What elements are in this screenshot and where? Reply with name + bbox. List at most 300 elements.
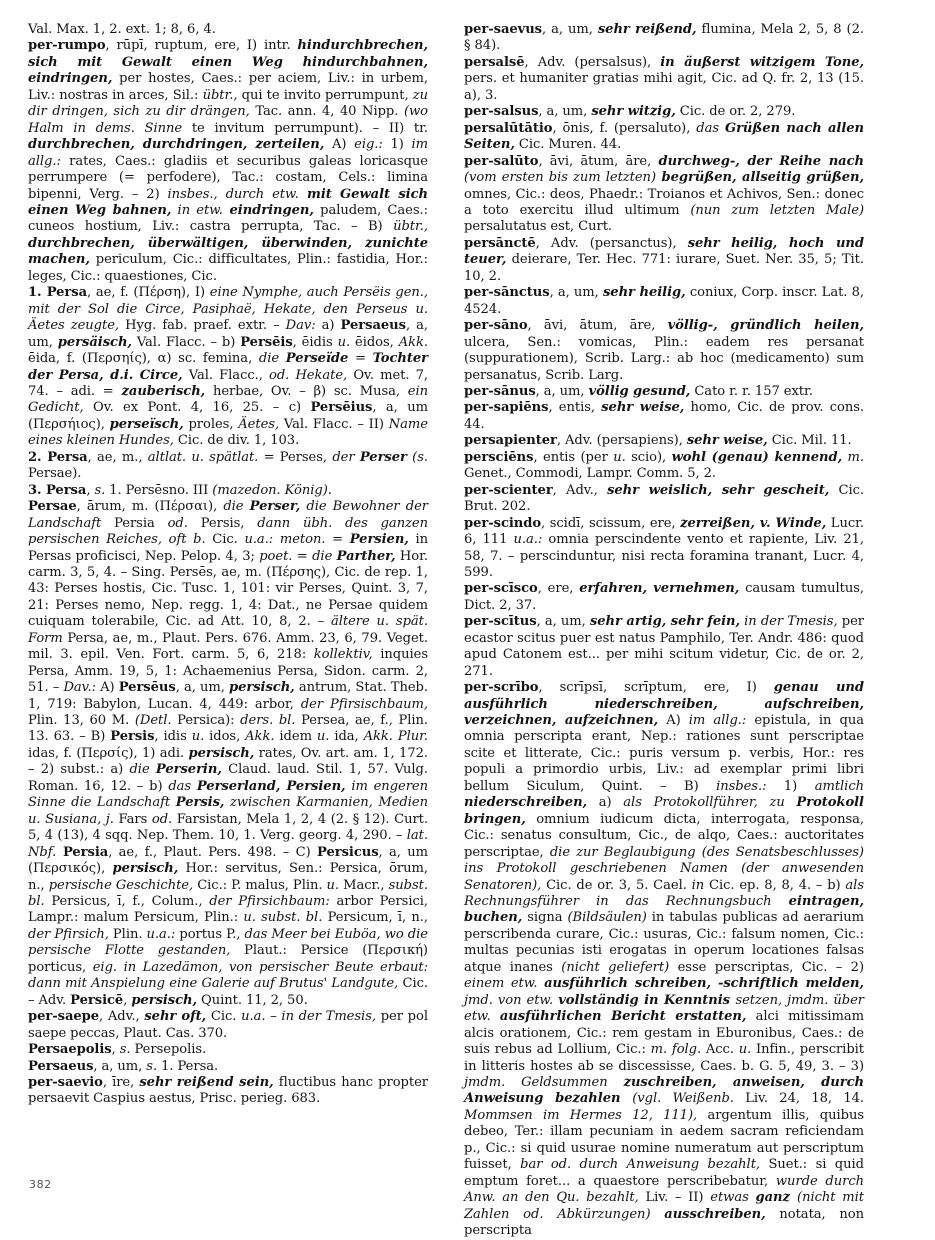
entry-text: Tac. ann. 4, 40 Nipp. — [249, 104, 404, 120]
entry-text: u. — [738, 1042, 752, 1058]
entry-text: u.a. – in der Tmesis, — [241, 1009, 376, 1025]
dictionary-entry — [28, 285, 428, 450]
dictionary-entry — [464, 400, 864, 433]
entry-text: Mommsen im Hermes 12, 111), — [464, 1107, 698, 1123]
entry-text: , ōnis, f. (persaluto), — [552, 120, 697, 136]
entry-text: per ecastor scitus puer est natus Pamphilo, Ter. Andr. 486: quod apud Catonem est... per mihi scitum videtur, Cic. de or. 2, 271. — [464, 614, 864, 679]
entry-headword: per-scīsco — [464, 581, 538, 597]
entry-text: m. folg. — [650, 1042, 702, 1058]
entry-text: insbes., durch etw. — [167, 186, 299, 202]
entry-text: der Pfirsichbaum: — [209, 894, 330, 910]
entry-text: als Protokollführer, zu — [623, 795, 797, 811]
dictionary-entry — [464, 22, 864, 55]
entry-text: per pol saepe peccas, Plaut. Cas. 370. — [28, 1009, 428, 1041]
entry-text: u. — [613, 449, 626, 465]
dictionary-entry — [464, 121, 864, 154]
entry-headword: 2. Persa — [28, 449, 88, 465]
entry-text: persische Geschichte, — [48, 877, 194, 893]
entry-text: Persis, — [187, 515, 258, 531]
right-column — [464, 22, 864, 1240]
entry-headword: persānctē — [464, 235, 536, 251]
dictionary-entry — [28, 1042, 428, 1058]
entry-text: , rūpī, ruptum, ere, I) intr. — [105, 38, 298, 54]
entry-text: setzen, jmdm. über etw. — [464, 992, 865, 1025]
entry-text: ders. bl. — [240, 713, 296, 729]
entry-text: (s. — [406, 449, 428, 465]
dictionary-entry — [464, 516, 864, 582]
dictionary-entry — [464, 614, 864, 680]
dictionary-entry — [28, 499, 428, 1009]
entry-headword: persapienter — [464, 433, 557, 449]
entry-text: coniux, Corp. inscr. Lat. 8, 4524. — [464, 285, 864, 317]
entry-headword: per-saepe — [28, 1009, 100, 1025]
entry-text: sehr weislich, sehr gescheit, — [607, 482, 830, 498]
entry-text: sehr reißend sein, — [139, 1075, 274, 1090]
entry-text: sehr reißend, — [597, 22, 697, 37]
entry-text: Perseïde — [285, 351, 349, 367]
entry-text: Akk. — [398, 334, 428, 350]
entry-text: sehr heilig, — [602, 285, 686, 301]
entry-headword: Persae — [28, 499, 77, 515]
entry-text: (vgl. Weißenb. — [632, 1091, 734, 1107]
entry-text: 1. Persa. — [157, 1058, 219, 1074]
entry-text: Cic. Brut. 202. — [464, 482, 864, 515]
entry-text: Persicus — [317, 844, 379, 860]
entry-text: fluctibus hanc propter persaevit Caspius aestus, Prisc. perieg. 683. — [28, 1075, 428, 1107]
entry-text: Äetes, — [238, 416, 280, 432]
entry-text: proles, — [183, 416, 239, 432]
dictionary-entry — [28, 450, 428, 483]
entry-text: Persea, ae, f., Plin. 13. 63. – B) — [28, 713, 428, 745]
entry-text: , Adv. (persapiens), — [556, 433, 687, 449]
entry-text: lat. Nbf. — [28, 828, 428, 860]
entry-text: in äußerst witzigem Tone, — [660, 54, 864, 70]
entry-text: mit Gewalt sich einen Weg bahnen, — [28, 186, 428, 218]
entry-text: Cic. Mil. 11. — [767, 433, 852, 449]
entry-text: Suet.: si quid emptum foret... a quaestore perscribebatur, — [464, 1157, 864, 1189]
entry-text: Cic. de or. 3, 5. Cael. — [541, 877, 692, 893]
entry-text: u.a.: meton. — [244, 532, 326, 548]
entry-text: Farsistan, Mela 1, 2, 4 (2. § 12). Curt. 5, 4 (13), 4 sqq. Nep. Them. 10, 1. Verg. georg. 4, 290. – — [28, 811, 428, 844]
entry-text: Perser — [359, 449, 407, 465]
dictionary-entry — [464, 55, 864, 104]
entry-text: qui te invito perrumpunt, — [237, 87, 413, 103]
entry-text: ausschreiben, — [664, 1206, 766, 1222]
entry-text: Perser, — [249, 499, 301, 515]
entry-text: Persae). — [28, 466, 82, 482]
entry-text: u. — [316, 729, 330, 745]
entry-text: , Adv. (persalsus), — [524, 54, 661, 70]
entry-text: das — [168, 778, 197, 794]
entry-text: eig.: — [354, 137, 383, 153]
entry-text: Persēus — [118, 680, 176, 696]
entry-text: sehr oft, — [144, 1009, 207, 1025]
entry-text: Name eines kleinen Hundes, — [28, 416, 428, 449]
dictionary-entry — [28, 22, 428, 38]
entry-text: Plin. 13, 60 M. — [28, 713, 135, 729]
entry-text: in tabulas publicas ad aerarium perscribenda curare, Cic.: usuras, Cic.: falsum nomen, Cic.: multas pecunias isti erogatas in operum locationes falsas atque inanes — [464, 910, 864, 975]
entry-text: u.a.: — [513, 532, 543, 548]
entry-text: , Adv., — [552, 482, 608, 498]
entry-text: sehr heilig, hoch und teuer, — [464, 235, 864, 268]
entry-text: scio), — [625, 449, 672, 465]
dictionary-entry — [464, 483, 864, 516]
entry-text: im allg.: — [28, 137, 428, 169]
entry-text: , idis — [154, 729, 192, 745]
entry-text: notata, non perscripta — [464, 1206, 865, 1239]
page-number: 382 — [29, 1178, 52, 1191]
entry-text: im allg.: — [688, 713, 747, 729]
entry-text: Protokoll bringen, — [464, 795, 864, 827]
entry-headword: Persaepolis — [28, 1042, 112, 1058]
entry-text: , a, um, — [28, 318, 429, 350]
entry-text: omnium iudicum dicta, interrogata, responsa, Cic.: senatus consultum, Cic., de alqo, Caes.: auctoritates perscriptae, — [464, 811, 864, 860]
entry-headword: per-sānctus — [464, 285, 550, 301]
dictionary-entry — [28, 1075, 428, 1108]
entry-text: ida, — [329, 729, 364, 745]
entry-text: Cic. Muren. 44. — [514, 137, 622, 153]
entry-text: amtlich — [814, 778, 864, 794]
entry-text: zuschreiben, anweisen, durch Anweisung bezahlen — [464, 1075, 864, 1107]
entry-text: , — [123, 992, 132, 1008]
entry-headword: per-salsus — [464, 104, 539, 120]
entry-text: ältere u. spät. Form — [28, 614, 428, 646]
entry-text: persäisch, — [57, 334, 132, 350]
entry-text: , entis, — [548, 400, 602, 416]
entry-text: niederschreiben, — [464, 795, 588, 811]
entry-text: , ae, f., Plaut. Pers. 498. – C) — [108, 844, 317, 860]
entry-text: Val. Flacc., — [182, 367, 270, 383]
entry-text: , a, um, — [542, 22, 598, 37]
entry-headword: per-salūto — [464, 153, 539, 169]
entry-text: Dav: — [285, 318, 316, 334]
entry-text: , ae, m., — [87, 449, 148, 465]
entry-text: u. subst. bl. — [243, 910, 323, 926]
entry-text: Cic. — [206, 1009, 242, 1025]
entry-text: s. — [146, 1058, 158, 1074]
entry-text: u.a.: — [146, 926, 176, 942]
entry-text: m. — [842, 449, 864, 465]
entry-text: Val. Flacc. – b) — [131, 334, 241, 350]
entry-text: Lucr. 6, 111 — [464, 515, 864, 548]
entry-text: deierare, Ter. Hec. 771: iurare, Suet. Ner. 35, 5; Tit. 10, 2. — [464, 252, 864, 284]
entry-text: 1) — [382, 137, 412, 153]
entry-text: (nicht mit Zahlen od. Abkürzungen) — [464, 1190, 864, 1222]
entry-headword: 3. Persa — [28, 482, 87, 498]
entry-text: portus P., — [175, 926, 245, 942]
entry-text: das Meer bei Euböa, wo die persische Flotte gestanden, — [28, 926, 428, 959]
entry-text: in etw. — [171, 202, 223, 218]
entry-text: , ere, — [537, 581, 580, 597]
entry-text: die zur Beglaubigung (des Senatsbeschlusses) ins Protokoll geschriebenen Namen (der anwesenden Senatoren), — [464, 844, 864, 893]
dictionary-entry — [28, 483, 428, 499]
entry-text: , āvi, ātum, āre, — [527, 318, 668, 334]
entry-headword: persciēns — [464, 449, 534, 465]
entry-text: übtr., — [202, 87, 238, 103]
entry-text: etwas — [710, 1190, 756, 1206]
entry-text: zerreißen, v. Winde, — [680, 515, 827, 531]
entry-text: epistula, in qua omnia perscripta erant, Nep.: rationes sunt perscriptae scite et litterate, Cic.: puris versum p. verbis, Hor.: res populi a primordio urbis, Liv.: ad exemplar primi libri bellum Siculum, Quint. – B) — [464, 713, 864, 794]
entry-text: Infin., perscribit in litteris hostes ab se discessisse, Caes. b. G. 5, 49, 3. – 3) — [464, 1042, 865, 1074]
entry-text: a) — [587, 795, 624, 811]
entry-text: dann übh. des ganzen persischen Reiches, oft b. — [28, 515, 429, 548]
entry-text: sehr witzig, — [591, 104, 676, 120]
entry-text: (nun zum letzten Male) — [690, 202, 864, 218]
entry-text: Persia — [56, 844, 109, 860]
entry-text: periculum, Cic.: difficultates, Plin.: fastidia, Hor.: leges, Cic.: quaestiones, Cic. — [28, 252, 428, 284]
entry-text: persisch, — [131, 992, 198, 1008]
entry-text: Val. Max. 1, 2. ext. 1; 8, 6, 4. — [28, 22, 216, 37]
entry-text: Hor.: servitus, Sen.: Persica, ōrum, n., — [28, 861, 428, 893]
entry-text: = — [292, 548, 313, 564]
entry-headword: 1. Persa — [28, 285, 88, 301]
dictionary-entry — [464, 581, 864, 614]
entry-text: Persaeus — [340, 318, 406, 334]
entry-text: , a, um, — [175, 680, 229, 696]
entry-text: Perserland, Persien, — [196, 778, 346, 794]
entry-text: = Perses, — [258, 449, 333, 465]
entry-text: signa — [522, 910, 568, 926]
entry-text: als Rechnungsführer in das Rechnungsbuch — [464, 877, 864, 910]
entry-text: Dav.: — [63, 680, 96, 696]
entry-text: u. — [326, 877, 340, 893]
entry-text: , āvi, ātum, āre, — [538, 153, 659, 169]
entry-text: Persēius — [310, 400, 373, 416]
entry-text: , ārum, m. (Πέρσαι), — [76, 499, 224, 515]
entry-text: , — [86, 482, 95, 498]
entry-text: ēidos, — [350, 334, 399, 350]
entry-text: Ov. met. 7, 74. – adi. = — [28, 367, 429, 399]
entry-text: idas, f. (Περσίς), 1) adi. — [28, 745, 189, 761]
entry-text: , a, um, — [536, 614, 590, 630]
entry-text: od. Hekate, — [269, 367, 348, 383]
left-column — [28, 22, 428, 1108]
entry-headword: per-saevus — [464, 22, 543, 37]
entry-text: u. — [337, 334, 351, 350]
entry-text: Persica): — [171, 713, 241, 729]
entry-text: Cic. de div. 1, 103. — [173, 433, 300, 449]
entry-text: vollständig in Kenntnis — [558, 992, 736, 1008]
entry-text: , ae, f. (Πέρση), I) — [87, 285, 210, 301]
entry-text: einem etw. — [464, 976, 545, 992]
entry-text: Plaut.: Persice (Περσική) porticus, — [28, 943, 428, 975]
entry-text: Persis — [110, 729, 155, 745]
entry-text: rates, Ov. art. am. 1, 172. – 2) subst.: a) — [28, 745, 428, 778]
entry-text: bar od. durch Anweisung bezahlt, — [520, 1157, 761, 1173]
entry-text: im engeren Sinne die Landschaft — [28, 778, 429, 811]
entry-text: , — [111, 1042, 120, 1058]
entry-text: ein Gedicht, — [28, 383, 428, 416]
entry-text: ausführlich schreiben, -schriftlich melden, — [544, 976, 865, 992]
entry-text: insbes.: — [716, 778, 767, 794]
entry-text: Cic. — [205, 532, 245, 548]
entry-text: eintragen, buchen, — [464, 894, 864, 926]
entry-text: der — [332, 449, 360, 465]
entry-text: s. — [119, 1042, 131, 1058]
entry-text: poet. — [259, 548, 293, 564]
entry-text: od. — [167, 515, 188, 531]
entry-text: ganz — [755, 1190, 798, 1206]
dictionary-entry — [464, 318, 864, 384]
dictionary-entry — [464, 433, 864, 449]
dictionary-entry — [464, 285, 864, 318]
entry-text: Parther, — [336, 548, 396, 564]
entry-text: sehr weise, — [686, 433, 768, 449]
entry-text: perseïsch, — [109, 416, 184, 432]
dictionary-entry — [464, 680, 864, 1239]
entry-text: die — [223, 499, 250, 515]
entry-text: völlig gesund, — [588, 383, 691, 399]
dictionary-entry — [464, 154, 864, 236]
entry-text: Grüßen nach allen Seiten, — [464, 120, 865, 153]
entry-text: Quint. 11, 2, 50. — [197, 992, 308, 1008]
entry-text: (wo Halm in dems. Sinne — [28, 104, 428, 136]
entry-text: A) — [658, 713, 689, 729]
entry-text: durchbrechen, überwältigen, überwinden, zunichte machen, — [28, 235, 428, 268]
entry-headword: per-sapiēns — [464, 400, 549, 416]
entry-text: a) — [315, 318, 341, 334]
entry-text: , ēidis — [292, 334, 338, 350]
entry-text: Persepolis. — [130, 1042, 207, 1058]
entry-text: jmd. von etw. — [464, 992, 559, 1008]
entry-text: in Persas proficisci, Nep. Pelop. 4, 3; — [28, 532, 429, 564]
entry-text: , scrīpsī, scrīptum, ere, I) — [538, 680, 774, 696]
entry-text: sehr weise, — [601, 400, 685, 416]
entry-text: u. — [191, 729, 205, 745]
entry-text: , a, um, — [93, 1058, 147, 1074]
entry-text: Ov. ex Pont. 4, 16, 25. – c) — [83, 400, 311, 416]
entry-text: = — [325, 532, 350, 548]
entry-text: te invitum perrumpunt). – II) tr. — [182, 120, 429, 136]
entry-text: ēida, f. (Περσηίς), α) sc. femina, — [28, 351, 259, 367]
entry-headword: per-saevio — [28, 1075, 103, 1090]
entry-text: völlig-, gründlich heilen, — [667, 318, 864, 334]
entry-headword: per-sānus — [464, 383, 536, 399]
entry-text: , scidī, scissum, ere, — [541, 515, 681, 531]
entry-headword: persalūtātio — [464, 120, 553, 136]
entry-text: , a, um (Περσικός), — [28, 844, 428, 877]
entry-text: A) — [324, 137, 355, 153]
entry-text: erfahren, vernehmen, — [579, 581, 740, 597]
entry-text: flumina, Mela 2, 5, 8 (2. § 84). — [464, 22, 864, 54]
entry-text: , a, um, — [549, 285, 603, 301]
entry-text: od. — [151, 811, 173, 827]
entry-text: Akk. Plur. — [363, 729, 429, 745]
entry-text: , īre, — [102, 1075, 140, 1090]
dictionary-entry — [28, 1059, 428, 1075]
entry-text: hindurchbrechen, sich mit Gewalt einen Weg hindurchbahnen, eindringen, — [28, 38, 428, 87]
entry-text: (vom ersten bis zum letzten) — [464, 170, 657, 186]
entry-text: sehr artig, sehr fein, — [589, 614, 740, 630]
entry-text: 1. Persēsno. III — [105, 482, 213, 498]
entry-headword: per-scrībo — [464, 680, 539, 696]
entry-text: wohl (genau) kennend, — [671, 449, 843, 465]
entry-text: paludem, Caes.: cuneos hostium, Liv.: castra perrupta, Tac. – B) — [28, 202, 429, 235]
entry-text: A) — [95, 680, 119, 696]
entry-text: begrüßen, allseitig grüßen, — [656, 170, 864, 186]
entry-text: Hor. carm. 3, 5, 4. – Sing. Persēs, ae, m. (Πέρσης), Cic. de rep. 1, 43: Perses hostis, Cic. Tusc. 1, 101: vir Perses, Quint. 3, 7, 21: Perses nemo, Nep. regg. 1, 4: Dat., ne Persae quidem cuiquam tolerabile, Cic. ad Att. 10, 8, 2. – — [28, 548, 428, 630]
entry-text: Genet., Commodi, Lampr. Comm. 5, 2. — [464, 466, 717, 482]
entry-text: Persia — [101, 515, 168, 531]
entry-text: herbae, Ov. – β) sc. Musa, — [205, 383, 408, 399]
entry-text: eindringen, — [222, 202, 314, 218]
entry-text: das — [696, 120, 725, 136]
entry-text: ausführlichen Bericht erstatten, — [499, 1009, 747, 1025]
entry-headword: per-scindo — [464, 515, 542, 531]
dictionary-entry — [464, 236, 864, 285]
entry-text: in der Tmesis, — [740, 614, 838, 630]
dictionary-entry — [28, 38, 428, 285]
entry-text: in — [691, 877, 705, 893]
entry-text: Hyg. fab. praef. extr. – — [119, 318, 286, 334]
entry-text: Persicē — [70, 992, 124, 1008]
entry-text: Persien, — [349, 532, 409, 548]
entry-text: per hostes, Caes.: per aciem, Liv.: in urbem, Liv.: nostras in arces, Sil.: — [28, 71, 428, 103]
entry-text: subst. bl. — [28, 877, 428, 910]
entry-text: omnes, Cic.: deos, Phaedr.: Troianos et Achivos, Sen.: donec a toto exercitu illud ultimum — [464, 186, 864, 218]
entry-headword: per-rumpo — [28, 38, 106, 54]
entry-text: alci mitissimam alcis orationem, Cic.: rem gestam in Eburonibus, Caes.: de suis rebus ad Lollium, Cic.: — [464, 1009, 864, 1058]
entry-headword: per-scienter — [464, 482, 553, 498]
entry-text: 1) — [766, 778, 815, 794]
entry-headword: Persaeus — [28, 1058, 94, 1074]
entry-text: Cic. – Adv. — [28, 976, 428, 1008]
entry-text: Fars — [113, 811, 152, 827]
entry-text: Persēis — [240, 334, 293, 350]
entry-text: die — [312, 548, 337, 564]
entry-text: durchbrechen, durchdringen, zerteilen, — [28, 137, 325, 153]
entry-text: = — [348, 351, 373, 367]
entry-text: die — [258, 351, 286, 367]
entry-text: esse perscriptas, Cic. – 2) — [669, 959, 865, 975]
entry-text: persisch, — [228, 680, 295, 696]
entry-text: Plin. — [108, 926, 147, 942]
entry-text: persisch, — [112, 861, 179, 877]
entry-text: , a, um, — [535, 383, 589, 399]
entry-text: altlat. u. spätlat. — [147, 449, 259, 465]
entry-text: Val. Flacc. – II) — [279, 416, 389, 432]
entry-text: , Adv. (persanctus), — [535, 235, 688, 251]
entry-text: , entis (per — [533, 449, 614, 465]
entry-text: Cic.: P. malus, Plin. — [193, 877, 327, 893]
entry-text: argentum illis, quibus debeo, Ter.: illam pecuniam in aedem sacram reficiendam p., Cic.: si quid usurae nomine numeratum aut perscriptum fuisset, — [464, 1107, 864, 1173]
entry-text: eine Nymphe, auch Persëis gen., mit der Sol die Circe, Pasiphaë, Hekate, den Perseus u. Äetes zeugte, — [28, 285, 428, 334]
entry-headword: per-scītus — [464, 614, 537, 630]
entry-text: omnia perscindente vento et rapiente, Liv. 21, 58, 7. – perscinduntur, nisi recta foramina tranant, Lucr. 4, 599. — [464, 532, 864, 580]
entry-text: Liv. 24, 18, 14. — [733, 1091, 864, 1107]
entry-text: zwischen Karmanien, Medien u. Susiana, j. — [28, 795, 428, 827]
entry-text: (nicht geliefert) — [561, 959, 670, 975]
entry-text: der Pfirsischbaum, — [300, 696, 429, 712]
entry-text: arbor Persici, Lampr.: malum Persicum, Plin.: — [28, 894, 428, 926]
entry-text: die — [129, 762, 156, 778]
entry-text: causam tumultus, Dict. 2, 37. — [464, 581, 864, 613]
entry-text: persisch, — [188, 745, 255, 761]
entry-text: Acc. — [701, 1042, 739, 1058]
entry-text: Cato r. r. 157 extr. — [690, 383, 813, 399]
entry-text: pers. et humaniter gratias mihi agit, Cic. ad Q. fr. 2, 13 (15. a), 3. — [464, 71, 864, 103]
entry-text: durchweg-, der Reihe nach — [658, 153, 864, 169]
entry-text: homo, Cic. de prov. cons. 44. — [464, 400, 864, 432]
entry-text: idos, — [204, 729, 246, 745]
entry-text: s. — [94, 482, 106, 498]
entry-text: Persicum, ī, n., — [322, 910, 428, 926]
entry-text: , a, um (Περσήιος), — [28, 400, 428, 432]
entry-text: , a, um, — [538, 104, 592, 120]
entry-text: Perserin, — [155, 762, 222, 778]
entry-headword: per-sāno — [464, 318, 528, 334]
entry-headword: persalsē — [464, 54, 525, 70]
